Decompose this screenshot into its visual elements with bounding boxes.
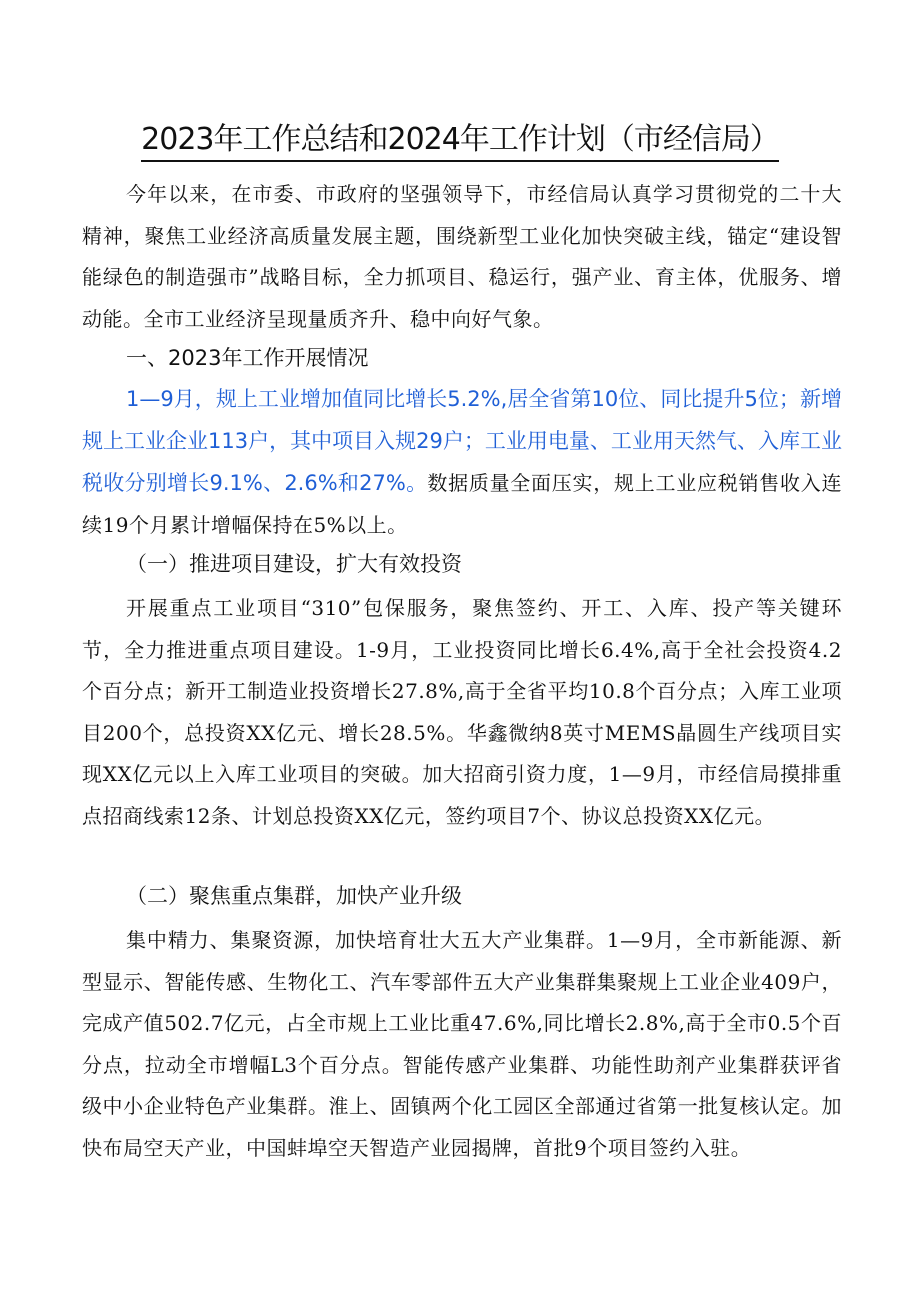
intro-paragraph: 今年以来，在市委、市政府的坚强领导下，市经信局认真学习贯彻党的二十大精神，聚焦工业经济高质量发展主题，围绕新型工业化加快突破主线，锚定“建设智能绿色的制造强市”战略目标，全力抓项目、稳运行，强产业、育主体，优服务、增动能。全市工业经济呈现量质齐升、稳中向好气象。 bbox=[82, 182, 842, 331]
document-title-text: 2023年工作总结和2024年工作计划（市经信局） bbox=[141, 120, 779, 162]
document-title bbox=[0, 118, 920, 162]
subsection-body-1: 开展重点工业项目“310”包保服务，聚焦签约、开工、入库、投产等关键环节，全力推进重点项目建设。1-9月，工业投资同比增长6.4%,高于全社会投资4.2个百分点；新开工制造业投资增长27.8%,高于全省平均10.8个百分点；入库工业项目200个，总投资XX亿元、增长28.5%。华鑫微纳8英寸MEMS晶圆生产线项目实现XX亿元以上入库工业项目的突破。加大招商引资力度，1—9月，市经信局摸排重点招商线索12条、计划总投资XX亿元，签约项目7个、协议总投资XX亿元。 bbox=[82, 596, 842, 828]
subsection-heading-1: （一）推进项目建设，扩大有效投资 bbox=[126, 552, 462, 576]
section-heading: 一、2023年工作开展情况 bbox=[126, 346, 369, 370]
section-summary-paragraph bbox=[82, 378, 842, 546]
highlight-text: 1—9月，规上工业增加值同比增长5.2%,居全省第10位、同比提升5位；新增规上工业企业113户，其中项目入规29户；工业用电量、工业用天然气、入库工业税收分别增长9.1%、2.6%和27%。 bbox=[82, 387, 842, 495]
subsection-body-2: 集中精力、集聚资源，加快培育壮大五大产业集群。1—9月，全市新能源、新型显示、智能传感、生物化工、汽车零部件五大产业集群集聚规上工业企业409户，完成产值502.7亿元，占全市规上工业比重47.6%,同比增长2.8%,高于全市0.5个百分点，拉动全市增幅L3个百分点。智能传感产业集群、功能性助剂产业集群获评省级中小企业特色产业集群。淮上、固镇两个化工园区全部通过省第一批复核认定。加快布局空天产业，中国蚌埠空天智造产业园揭牌，首批9个项目签约入驻。 bbox=[82, 928, 842, 1160]
subsection-heading-2: （二）聚焦重点集群，加快产业升级 bbox=[126, 884, 462, 908]
summary-rest-text: 数据质量全面压实，规上工业应税销售收入连续19个月累计增幅保持在5%以上。 bbox=[82, 471, 842, 537]
